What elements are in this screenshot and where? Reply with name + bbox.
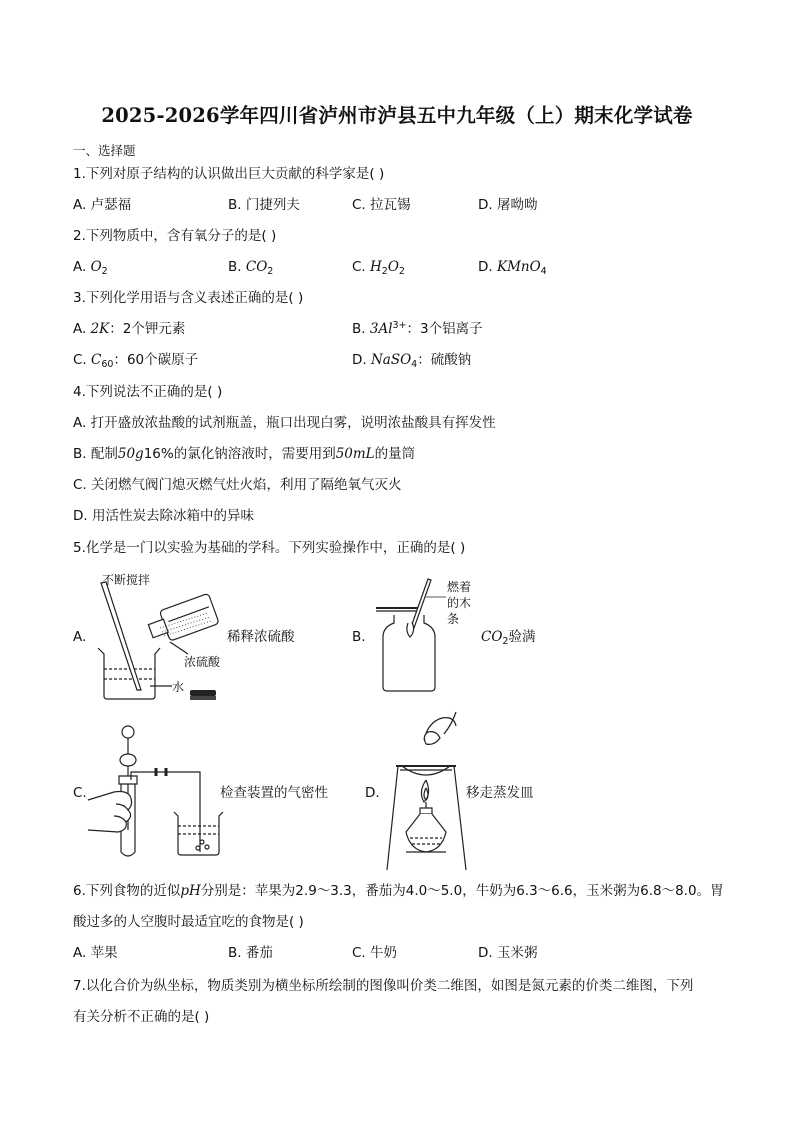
question-2-stem: 2.下列物质中，含有氧分子的是( ) (73, 228, 277, 244)
question-5-stem: 5.化学是一门以实验为基础的学科。下列实验操作中，正确的是( ) (73, 540, 466, 556)
q4-option-d: D. 用活性炭去除冰箱中的异味 (73, 508, 254, 524)
q1-option-d: D. 屠呦呦 (478, 197, 538, 213)
question-7-line-1: 7.以化合价为纵坐标，物质类别为横坐标所绘制的图像叫价类二维图，如图是氮元素的价类二维图，下列 (73, 978, 694, 994)
q3-option-a: A. 2K：2个钾元素 (73, 321, 186, 337)
q6-option-b: B. 番茄 (228, 945, 273, 961)
q5-caption-b: $CO_2$验满 (481, 629, 536, 647)
q3-option-c: C. $C_{60}$：60个碳原子 (73, 352, 199, 370)
q5-option-d-letter: D. (365, 785, 380, 801)
q5-label-stick-2: 的木 (447, 596, 472, 610)
q5-caption-d: 移走蒸发皿 (466, 785, 534, 801)
page-title: 2025-2026学年四川省泸州市泸县五中九年级（上）期末化学试卷 (101, 104, 693, 127)
q2-option-c: C. $H_2O_2$ (352, 259, 405, 277)
q5-label-water: 水 (172, 680, 185, 694)
q6-option-a: A. 苹果 (73, 945, 118, 961)
q1-option-a: A. 卢瑟福 (73, 197, 132, 213)
q5-option-a-letter: A. (73, 629, 87, 645)
q5-label-acid: 浓硫酸 (184, 655, 221, 669)
q5-caption-c: 检查装置的气密性 (220, 785, 328, 801)
q2-option-a: A. $O_2$ (73, 259, 108, 277)
q1-option-c: C. 拉瓦锡 (352, 197, 411, 213)
question-4-stem: 4.下列说法不正确的是( ) (73, 384, 223, 400)
q5-label-stick-1: 燃着 (447, 580, 472, 594)
q4-option-b: B. 配制50g16%的氯化钠溶液时，需要用到50mL的量筒 (73, 446, 416, 462)
q2-option-d: D. KMnO$_4$ (478, 259, 547, 277)
q4-option-a: A. 打开盛放浓盐酸的试剂瓶盖，瓶口出现白雾，说明浓盐酸具有挥发性 (73, 415, 496, 431)
co2-test-figure (370, 575, 450, 695)
q2-option-b: B. $CO_2$ (228, 259, 274, 277)
q3-option-b: B. $3Al^{3+}$：3个铝离子 (352, 320, 483, 337)
q5-option-b-letter: B. (352, 629, 366, 645)
q6-option-c: C. 牛奶 (352, 945, 398, 961)
q5-label-stick-3: 条 (447, 612, 460, 626)
question-6-line-1: 6.下列食物的近似pH分别是：苹果为2.9～3.3，番茄为4.0～5.0，牛奶为6.3～6.6，玉米粥为6.8～8.0。胃 (73, 883, 724, 899)
airtightness-figure (88, 720, 228, 860)
q1-option-b: B. 门捷列夫 (228, 197, 300, 213)
q5-label-stir: 不断搅拌 (102, 573, 151, 587)
evaporating-dish-figure (382, 710, 472, 872)
q6-option-d: D. 玉米粥 (478, 945, 538, 961)
question-1-stem: 1.下列对原子结构的认识做出巨大贡献的科学家是( ) (73, 166, 385, 182)
q3-option-d: D. NaSO$_4$：硫酸钠 (352, 352, 472, 370)
q4-option-c: C. 关闭燃气阀门熄灭燃气灶火焰，利用了隔绝氧气灭火 (73, 477, 402, 493)
question-3-stem: 3.下列化学用语与含义表述正确的是( ) (73, 290, 304, 306)
dilute-acid-figure (90, 568, 240, 708)
section-heading: 一、选择题 (73, 143, 136, 158)
question-7-line-2: 有关分析不正确的是( ) (73, 1009, 210, 1025)
question-6-line-2: 酸过多的人空腹时最适宜吃的食物是( ) (73, 914, 304, 930)
q5-caption-a: 稀释浓硫酸 (227, 629, 295, 645)
q5-option-c-letter: C. (73, 785, 87, 801)
